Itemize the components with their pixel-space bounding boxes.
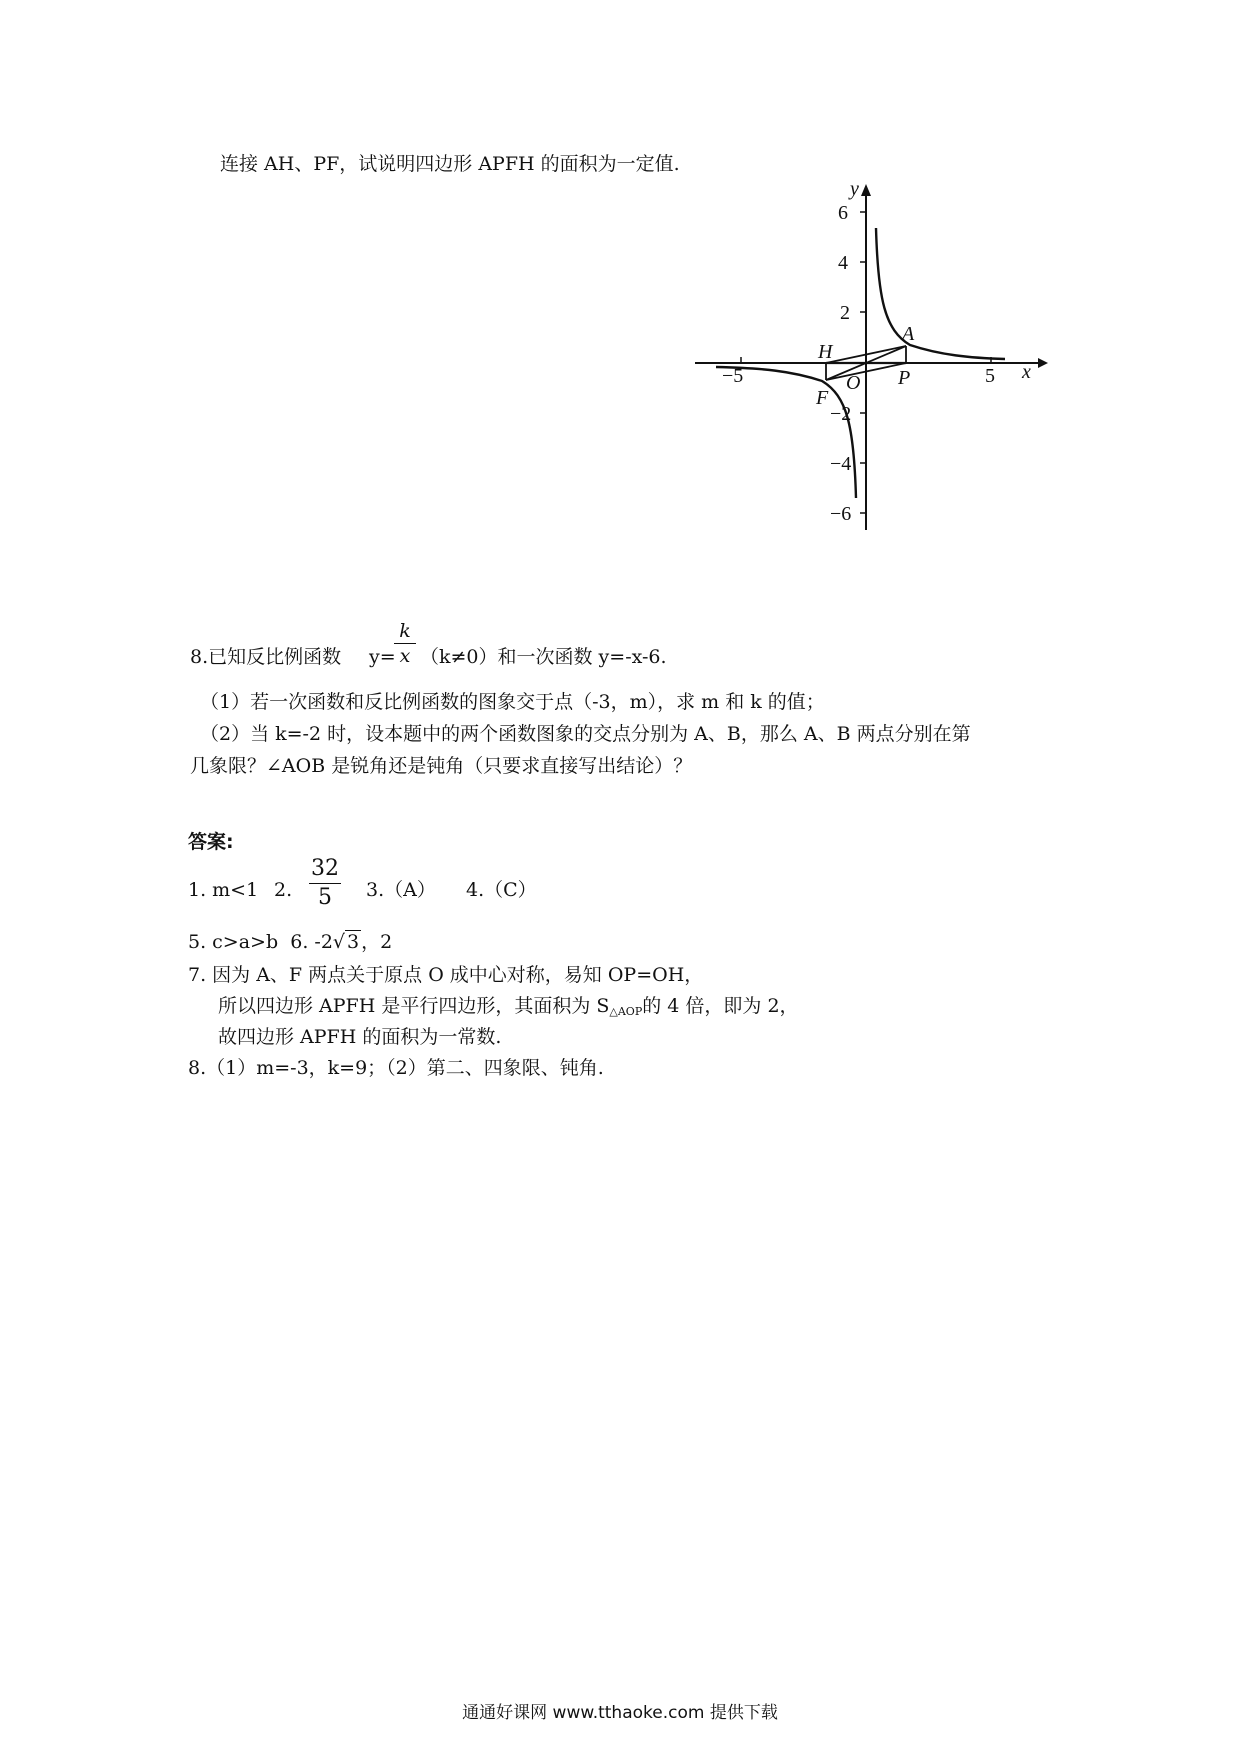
answer-7-line2-pre: 所以四边形 APFH 是平行四边形，其面积为 S (218, 995, 610, 1017)
question-7-text: 连接 AH、PF，试说明四边形 APFH 的面积为一定值. (220, 153, 680, 175)
answer-1: 1. m<1 (188, 879, 259, 901)
fraction-numerator: k (399, 620, 411, 642)
y-tick-2: 2 (840, 302, 850, 324)
point-H-label: H (818, 341, 833, 363)
answer-7-subscript: △AOP (609, 1005, 643, 1018)
answer-4: 4.（C） (466, 879, 537, 901)
answer-6-post: ，2 (361, 931, 393, 953)
hyperbola-branch-q1 (876, 228, 1005, 359)
answer-5-6 (188, 930, 392, 954)
point-A-label: A (902, 323, 915, 345)
y-axis-label: y (850, 180, 859, 200)
answer-2-fraction (309, 856, 341, 911)
y-tick-6: 6 (838, 202, 848, 224)
answer-6-radicand: 3 (347, 931, 360, 953)
y-axis-arrow (861, 184, 871, 196)
y-tick-4: 4 (838, 252, 848, 274)
hyperbola-graph (690, 180, 1050, 540)
answer-7-line2-post: 的 4 倍，即为 2， (642, 995, 799, 1017)
page-footer: 通通好课网 www.tthaoke.com 提供下载 (462, 1703, 778, 1723)
sqrt-sign: √ 3 (332, 931, 360, 953)
answer-8: 8.（1）m=-3，k=9；（2）第二、四象限、钝角. (188, 1057, 604, 1079)
origin-label: O (846, 372, 861, 394)
fraction-denominator: x (399, 645, 411, 667)
answer-5: 5. c>a>b (188, 931, 279, 953)
question-8-y-eq: y= (369, 646, 396, 668)
question-8-part2-line2: 几象限？∠AOB 是锐角还是钝角（只要求直接写出结论）？ (190, 755, 693, 777)
question-8-part1: （1）若一次函数和反比例函数的图象交于点（-3，m），求 m 和 k 的值； (200, 691, 825, 713)
answer-2-denominator: 5 (318, 885, 332, 910)
y-tick-neg2: −2 (830, 403, 852, 425)
question-8-fraction (394, 620, 416, 667)
answer-2-numerator: 32 (311, 856, 339, 881)
answer-2-label: 2. (274, 879, 293, 901)
x-tick-neg5: −5 (722, 365, 744, 387)
question-8-pre: 8.已知反比例函数 (190, 646, 342, 668)
answer-3: 3.（A） (366, 879, 436, 901)
answer-6-pre: 6. -2 (290, 931, 333, 953)
point-P-label: P (898, 367, 911, 389)
y-tick-neg4: −4 (830, 453, 852, 475)
answers-heading: 答案: (188, 831, 234, 853)
x-axis-label: x (1022, 361, 1031, 383)
answer-7-line3: 故四边形 APFH 的面积为一常数. (218, 1026, 502, 1048)
point-F-label: F (816, 387, 829, 409)
y-tick-neg6: −6 (830, 503, 852, 525)
answer-7-line2 (218, 994, 799, 1024)
question-8-part2-line1: （2）当 k=-2 时，设本题中的两个函数图象的交点分别为 A、B，那么 A、B 两点分别在第 (200, 723, 971, 745)
answer-7-line1: 7. 因为 A、F 两点关于原点 O 成中心对称，易知 OP=OH， (188, 964, 704, 986)
x-axis-arrow (1038, 358, 1048, 368)
x-tick-5: 5 (985, 365, 995, 387)
question-8-post: （k≠0）和一次函数 y=-x-6. (420, 646, 667, 668)
